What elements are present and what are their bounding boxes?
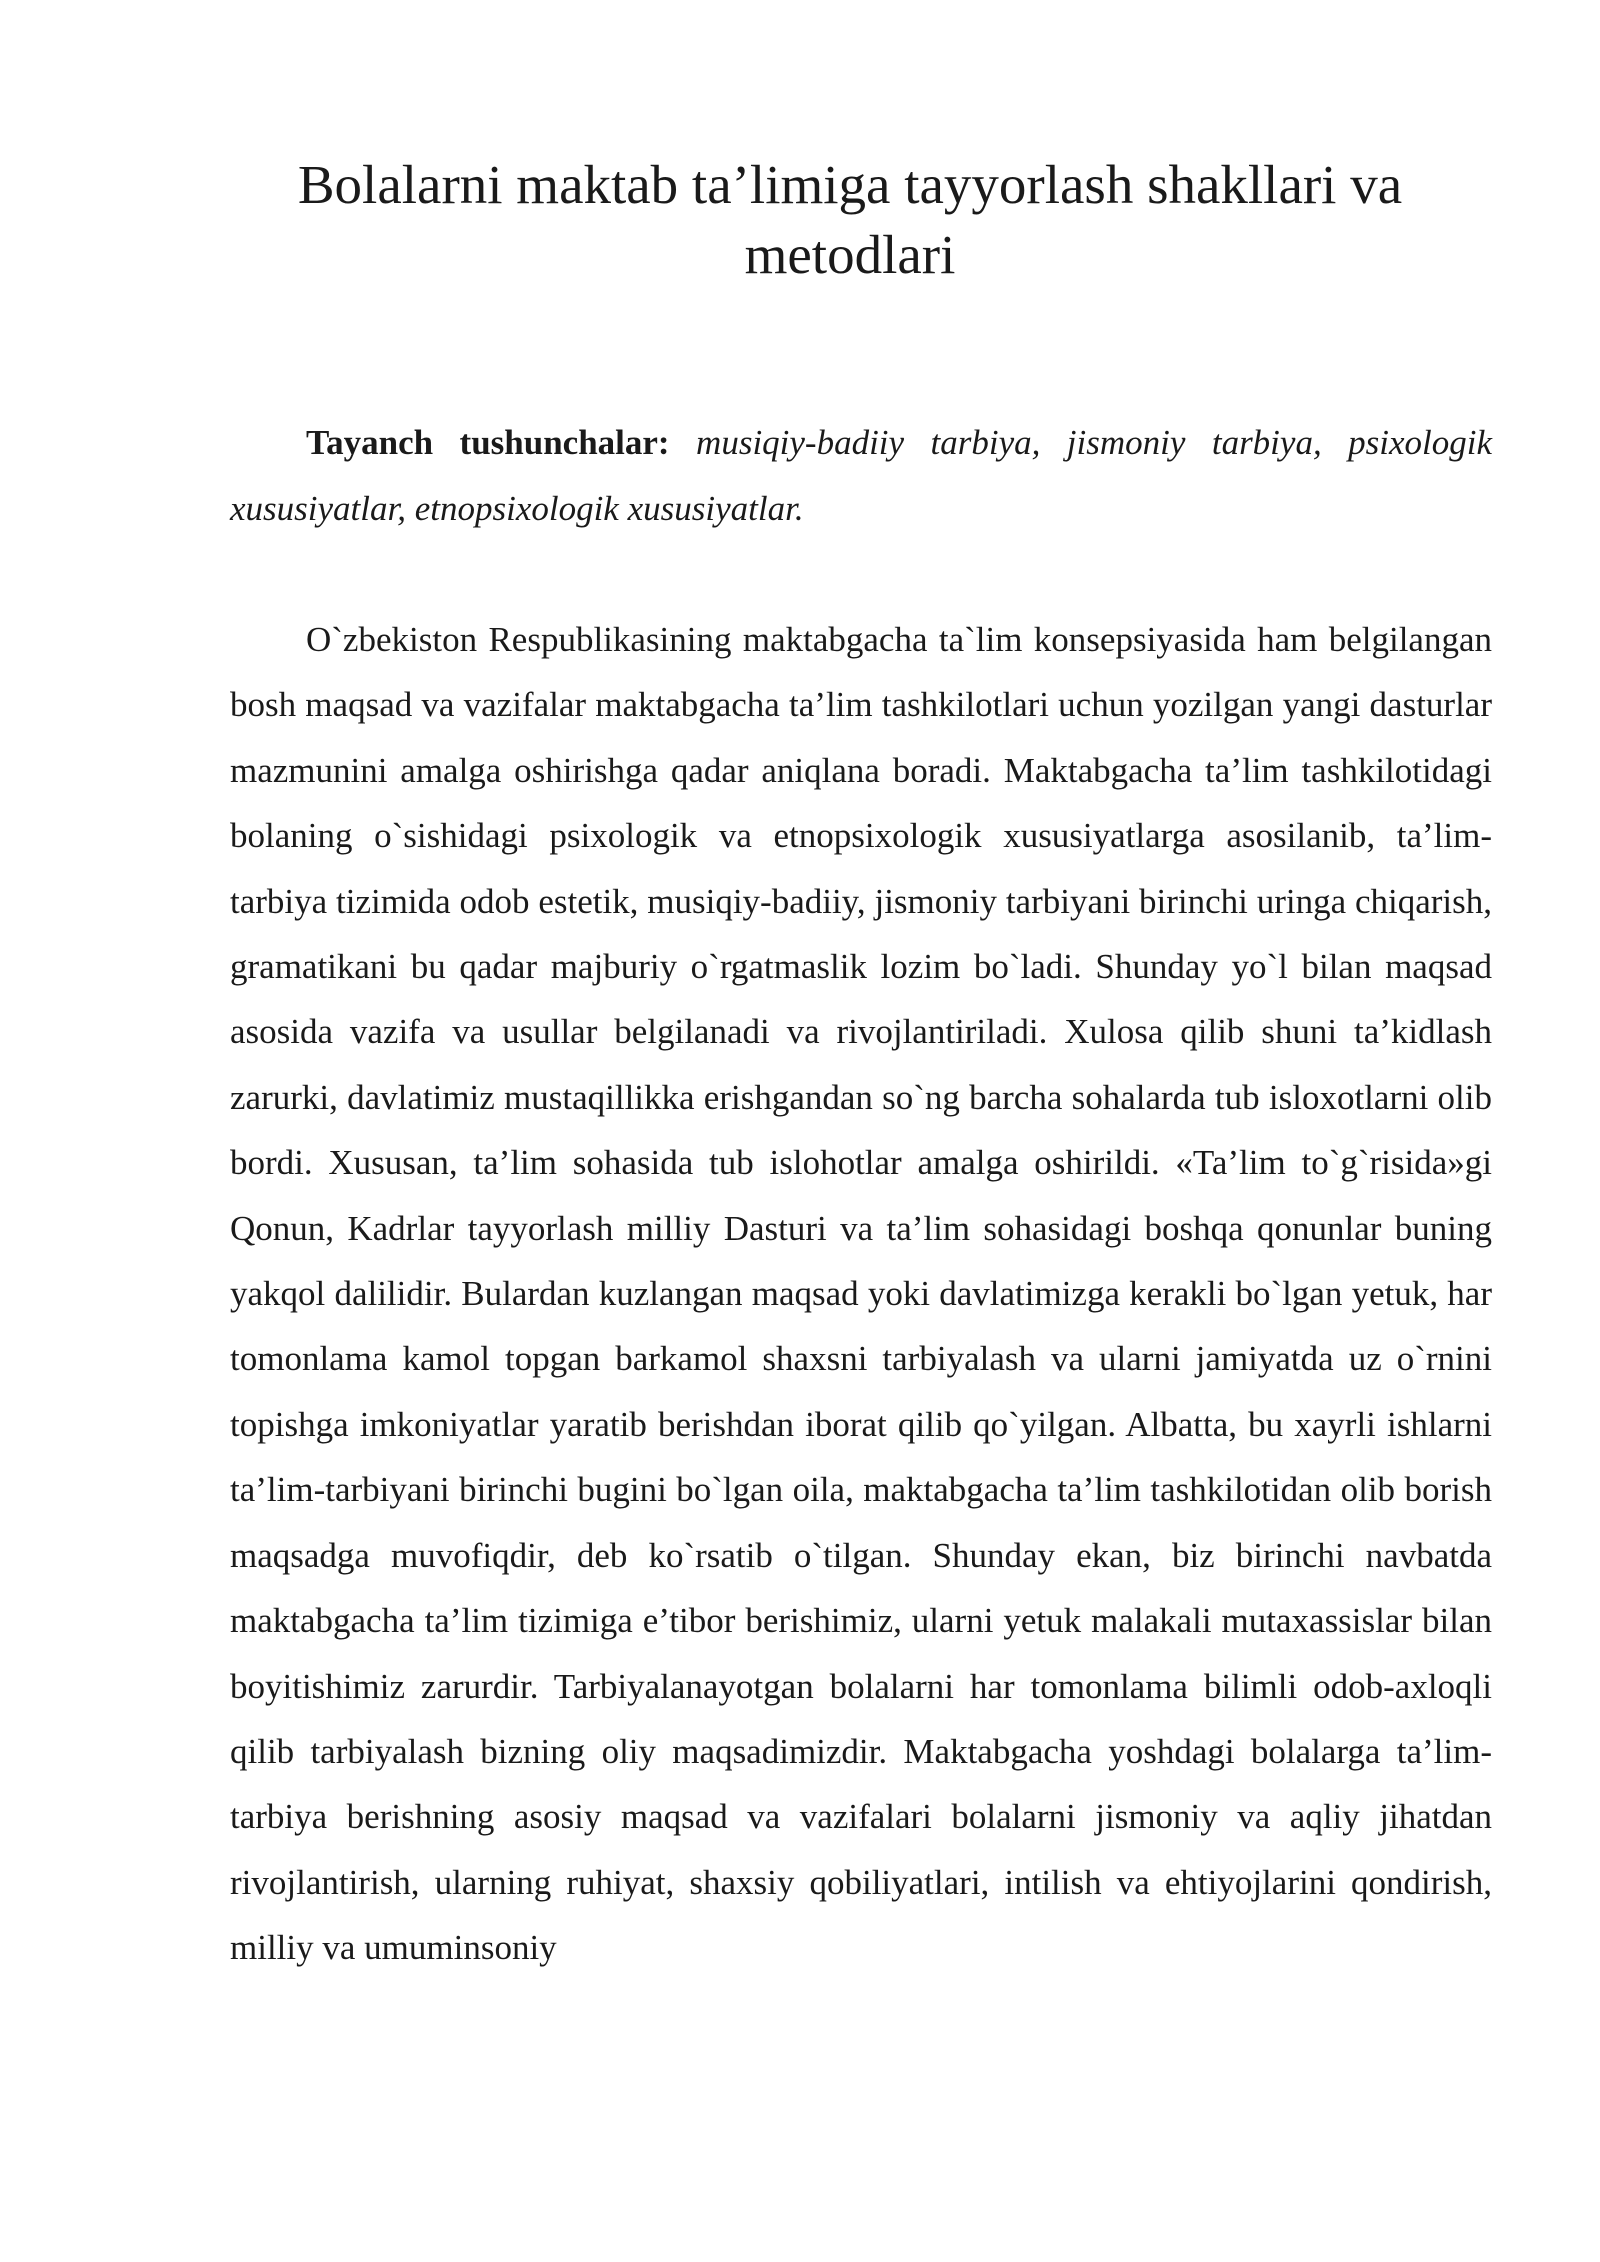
keywords-list: musiqiy-badiiy tarbiya, jismoniy tarbiya, psixologik xususiyatlar, etnopsixologik xususiyatlar. <box>230 423 1492 528</box>
keywords-label: Tayanch tushunchalar: <box>306 423 670 462</box>
body-paragraph: O`zbekiston Respublikasining maktabgacha ta`lim konsepsiyasida ham belgilangan bosh maqsad va vazifalar maktabgacha ta’lim tashkilotlari uchun yozilgan yangi dasturlar mazmunini amalga oshirishga qadar aniqlana boradi. Maktabgacha ta’lim tashkilotidagi bolaning o`sishidagi psixologik va etnopsixologik xususiyatlarga asosilanib, ta’lim-tarbiya tizimida odob estetik, musiqiy-badiiy, jismoniy tarbiyani birinchi uringa chiqarish, gramatikani bu qadar majburiy o`rgatmaslik lozim bo`ladi. Shunday yo`l bilan maqsad asosida vazifa va usullar belgilanadi va rivojlantiriladi. Xulosa qilib shuni ta’kidlash zarurki, davlatimiz mustaqillikka erishgandan so`ng barcha sohalarda tub isloxotlarni olib bordi. Xususan, ta’lim sohasida tub islohotlar amalga oshirildi. «Ta’lim to`g`risida»gi Qonun, Kadrlar tayyorlash milliy Dasturi va ta’lim sohasidagi boshqa qonunlar buning yakqol dalilidir. Bulardan kuzlangan maqsad yoki davlatimizga kerakli bo`lgan yetuk, har tomonlama kamol topgan barkamol shaxsni tarbiyalash va ularni jamiyatda uz o`rnini topishga imkoniyatlar yaratib berishdan iborat qilib qo`yilgan. Albatta, bu xayrli ishlarni ta’lim-tarbiyani birinchi bugini bo`lgan oila, maktabgacha ta’lim tashkilotidan olib borish maqsadga muvofiqdir, deb ko`rsatib o`tilgan. Shunday ekan, biz birinchi navbatda maktabgacha ta’lim tizimiga e’tibor berishimiz, ularni yetuk malakali mutaxassislar bilan boyitishimiz zarurdir. Tarbiyalanayotgan bolalarni har tomonlama bilimli odob-axloqli qilib tarbiyalash bizning oliy maqsadimizdir. Maktabgacha yoshdagi bolalarga ta’lim-tarbiya berishning asosiy maqsad va vazifalari bolalarni jismoniy va aqliy jihatdan rivojlantirish, ularning ruhiyat, shaxsiy qobiliyatlari, intilish va ehtiyojlarini qondirish, milliy va umuminsoniy <box>230 620 1492 1968</box>
document-title: Bolalarni maktab ta’limiga tayyorlash shakllari va metodlari <box>297 154 1403 285</box>
keywords-paragraph <box>230 410 1492 542</box>
